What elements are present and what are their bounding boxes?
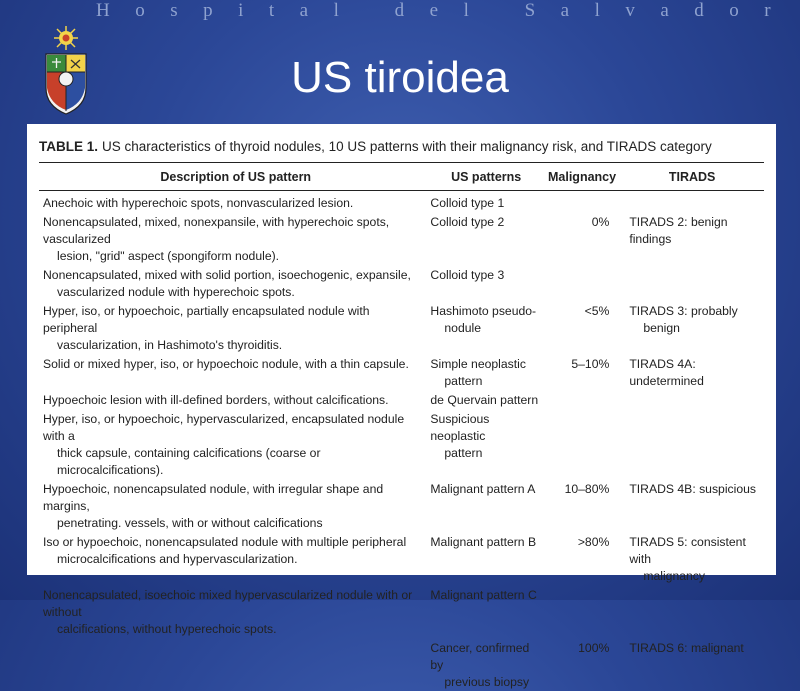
- cell-description: [39, 356, 426, 390]
- cell-description: [39, 481, 426, 532]
- cell-us-pattern-line: Colloid type 1: [430, 196, 505, 210]
- cell-description-line: Hypoechoic lesion with ill-defined borders, without calcifications.: [43, 393, 389, 407]
- cell-us-pattern-line: Malignant pattern A: [430, 482, 536, 496]
- cell-us-pattern-line: Malignant pattern C: [430, 588, 537, 602]
- cell-us-pattern: [426, 587, 542, 638]
- cell-tirads-line: TIRADS 5: consistent with: [629, 535, 746, 566]
- cell-us-pattern-line: Colloid type 2: [430, 215, 505, 229]
- cell-us-pattern: [426, 267, 542, 301]
- cell-us-pattern-line: Suspicious neoplastic: [430, 412, 490, 443]
- cell-malignancy: >80%: [577, 535, 610, 549]
- cell-tirads-line: TIRADS 3: probably: [629, 304, 738, 318]
- cell-description-line: lesion, "grid" aspect (spongiform nodule).: [57, 249, 280, 263]
- cell-description: [39, 195, 426, 212]
- cell-us-pattern: [426, 481, 542, 532]
- cell-us-pattern: [426, 411, 542, 479]
- cell-description-line: vascularized nodule with hyperechoic spots.: [57, 285, 295, 299]
- cell-malignancy: [542, 587, 619, 638]
- cell-description-line: Hypoechoic, nonencapsulated nodule, with irregular shape and margins,: [43, 482, 384, 513]
- table-body: [39, 191, 764, 691]
- cell-malignancy: <5%: [584, 304, 610, 318]
- cell-us-pattern: [426, 534, 542, 585]
- header-band: [0, 0, 800, 22]
- table-row: [39, 214, 764, 265]
- cell-description: [39, 214, 426, 265]
- cell-description: [39, 303, 426, 354]
- cell-description: [39, 587, 426, 638]
- table-row: [39, 411, 764, 479]
- cell-description: [39, 267, 426, 301]
- cell-us-pattern-line: Malignant pattern B: [430, 535, 537, 549]
- cell-us-pattern-line: Simple neoplastic: [430, 357, 526, 371]
- cell-tirads: [619, 392, 764, 409]
- cell-us-pattern: [426, 214, 542, 265]
- cell-description-line: Nonencapsulated, mixed, nonexpansile, with hyperechoic spots, vascularized: [43, 215, 390, 246]
- cell-description-line: calcifications, without hyperechoic spots.: [57, 622, 277, 636]
- cell-us-pattern-line: Colloid type 3: [430, 268, 505, 282]
- cell-description-line: penetrating. vessels, with or without calcifications: [57, 516, 323, 530]
- cell-tirads-line: TIRADS 2: benign findings: [629, 215, 728, 246]
- column-header-malignancy: Malignancy: [548, 169, 617, 184]
- cell-description-line: vascularization, in Hashimoto's thyroiditis.: [57, 338, 283, 352]
- cell-tirads: [619, 195, 764, 212]
- cell-us-pattern-line: de Quervain pattern: [430, 393, 539, 407]
- cell-us-pattern-line: Cancer, confirmed by: [430, 641, 530, 672]
- column-header-us-patterns: US patterns: [451, 169, 522, 184]
- cell-tirads: [619, 481, 764, 532]
- hospital-name: Hospital del Salvador: [96, 0, 797, 21]
- column-header-tirads: TIRADS: [668, 169, 716, 184]
- cell-malignancy: [542, 195, 619, 212]
- cell-description-line: Iso or hypoechoic, nonencapsulated nodule with multiple peripheral: [43, 535, 407, 549]
- cell-description: [39, 392, 426, 409]
- cell-description-line: Anechoic with hyperechoic spots, nonvascularized lesion.: [43, 196, 354, 210]
- cell-description-line: Solid or mixed hyper, iso, or hypoechoic nodule, with a thin capsule.: [43, 357, 409, 371]
- cell-us-pattern: [426, 195, 542, 212]
- cell-us-pattern: [426, 303, 542, 354]
- cell-tirads: [619, 267, 764, 301]
- table-row: [39, 356, 764, 390]
- cell-us-pattern-line: previous biopsy: [444, 675, 530, 689]
- table-caption-text: US characteristics of thyroid nodules, 10 US patterns with their malignancy risk, and TIRADS category: [102, 139, 712, 154]
- cell-us-pattern-line: pattern: [444, 446, 483, 460]
- cell-tirads: [619, 356, 764, 390]
- slide-title: US tiroidea: [291, 53, 509, 102]
- cell-us-pattern: [426, 356, 542, 390]
- table-label: TABLE 1.: [39, 139, 99, 154]
- cell-malignancy: 10–80%: [564, 482, 610, 496]
- table-panel: [27, 124, 776, 689]
- table-caption: [39, 138, 764, 156]
- cell-tirads-line: TIRADS 4B: suspicious: [629, 482, 756, 496]
- cell-malignancy: 100%: [578, 641, 610, 655]
- table-row: [39, 534, 764, 585]
- cell-us-pattern: [426, 392, 542, 409]
- cell-malignancy: 5–10%: [571, 357, 610, 371]
- table-header-row: [39, 163, 764, 191]
- cell-description-line: microcalcifications and hypervascularization.: [57, 552, 298, 566]
- cell-malignancy: [542, 411, 619, 479]
- cell-tirads: [619, 214, 764, 265]
- cell-malignancy: 0%: [591, 215, 610, 229]
- cell-tirads: [619, 534, 764, 585]
- cell-malignancy: [542, 267, 619, 301]
- cell-us-pattern-line: pattern: [444, 374, 483, 388]
- cell-tirads: [619, 587, 764, 638]
- cell-us-pattern-line: Hashimoto pseudo-: [430, 304, 537, 318]
- table-row: [39, 640, 764, 691]
- table-row: [39, 267, 764, 301]
- cell-tirads-line: benign: [643, 321, 680, 335]
- cell-tirads: [619, 640, 764, 691]
- cell-us-pattern-line: nodule: [444, 321, 482, 335]
- cell-malignancy: [542, 392, 619, 409]
- cell-description: [39, 411, 426, 479]
- cell-tirads-line: malignancy: [643, 569, 705, 583]
- cell-tirads-line: TIRADS 6: malignant: [629, 641, 744, 655]
- table-row: [39, 303, 764, 354]
- table-row: [39, 195, 764, 212]
- table-row: [39, 392, 764, 409]
- cell-tirads-line: TIRADS 4A: undetermined: [629, 357, 704, 388]
- cell-tirads: [619, 303, 764, 354]
- cell-us-pattern: [426, 640, 542, 691]
- cell-description: [39, 534, 426, 585]
- cell-description-line: Nonencapsulated, isoechoic mixed hypervascularized nodule with or without: [43, 588, 413, 619]
- cell-description-line: Hyper, iso, or hypoechoic, partially encapsulated nodule with peripheral: [43, 304, 370, 335]
- cell-description-line: thick capsule, containing calcifications (coarse or microcalcifications).: [57, 446, 321, 477]
- table-row: [39, 587, 764, 638]
- cell-tirads: [619, 411, 764, 479]
- cell-description: [39, 640, 426, 691]
- cell-description-line: Nonencapsulated, mixed with solid portion, isoechogenic, expansile,: [43, 268, 411, 282]
- table-row: [39, 481, 764, 532]
- column-header-description: Description of US pattern: [160, 169, 312, 184]
- cell-description-line: Hyper, iso, or hypoechoic, hypervascularized, encapsulated nodule with a: [43, 412, 405, 443]
